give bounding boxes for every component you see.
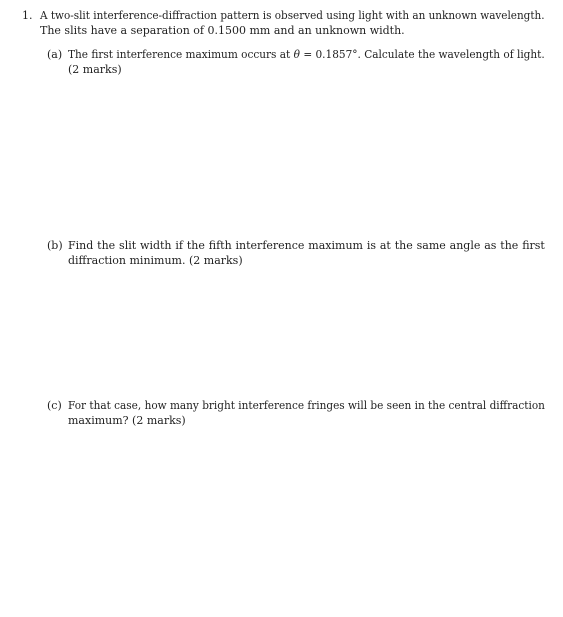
- question-number: 1.: [22, 9, 33, 22]
- question-intro-line1: A two-slit interference-diffraction pattern is observed using light with an unknown wavelength.: [40, 9, 545, 22]
- part-a-line2: (2 marks): [68, 63, 122, 76]
- part-a-text-post: Calculate the wavelength of light.: [364, 48, 545, 61]
- part-a-text-pre: The first interference maximum occurs at: [68, 48, 291, 61]
- part-b-line1: Find the slit width if the fifth interference maximum is at the same angle as the first: [68, 239, 545, 252]
- part-c-line2: maximum? (2 marks): [68, 414, 186, 427]
- theta-symbol: θ: [293, 48, 300, 61]
- part-a-label: (a): [47, 48, 63, 61]
- part-b-line2: diffraction minimum. (2 marks): [68, 254, 243, 267]
- part-c-label: (c): [47, 399, 62, 412]
- part-c-line1: For that case, how many bright interference fringes will be seen in the central diffraction: [68, 399, 545, 412]
- question-intro-line2: The slits have a separation of 0.1500 mm and an unknown width.: [40, 24, 405, 37]
- part-a-angle: = 0.1857°.: [303, 48, 361, 61]
- part-b-label: (b): [47, 239, 63, 252]
- part-a-line1: [68, 48, 545, 62]
